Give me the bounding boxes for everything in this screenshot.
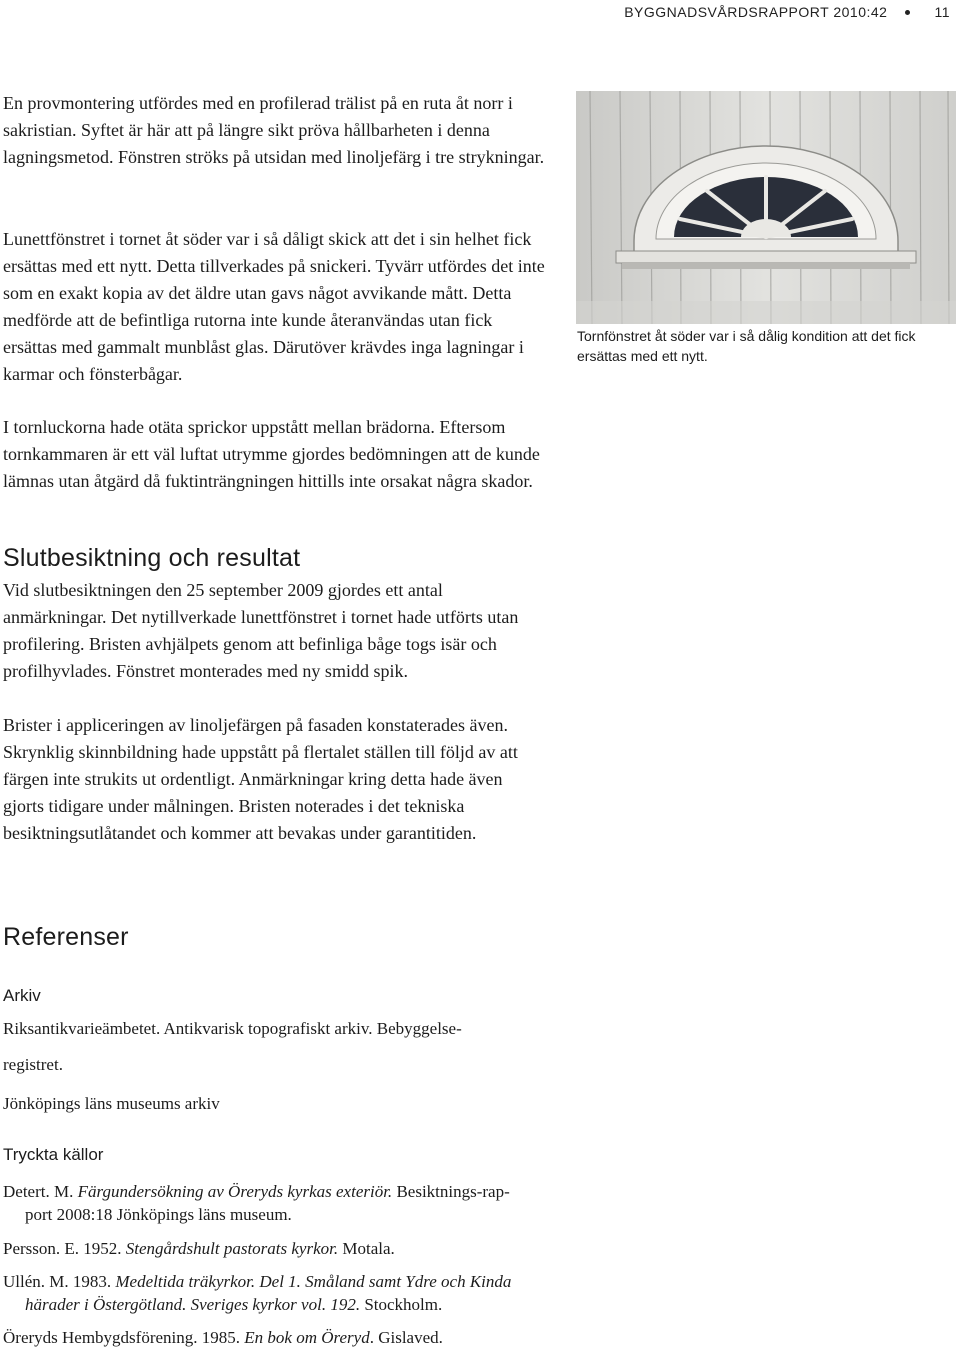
paragraph-provmontering: En provmontering utfördes med en profilerad trälist på en ruta åt norr i sakristian. Syftet är här att på längre sikt pröva hållbarheten i denna lagningsmetod. Fönstren ströks på utsidan med linoljefärg i tre strykningar. (3, 93, 545, 167)
page-number: 11 (934, 4, 950, 20)
reference-rest: Stockholm. (360, 1295, 443, 1314)
heading-referenser: Referenser (3, 923, 129, 951)
reference-rest: port 2008:18 Jönköpings läns museum. (25, 1205, 292, 1224)
reference-detert (3, 1180, 548, 1226)
running-header (624, 2, 950, 22)
reference-riksantikvarieambetet (3, 1017, 548, 1040)
reference-title: Färgundersökning av Öreryds kyrkas exteriör. (77, 1182, 393, 1201)
heading-slutbesiktning: Slutbesiktning och resultat (3, 544, 301, 572)
paragraph-brister: Brister i appliceringen av linoljefärgen på fasaden konstaterades även. Skrynklig skinnbildning hade uppstått på flertalet ställen till följd av att färgen inte strukits ut ordentligt. Anmärkningar kring detta hade även gjorts tidigare under målningen. Bristen noterades i det tekniska besiktningsutlåtandet och kommer att bevakas under garantitiden. (3, 715, 518, 843)
paragraph-tornluckor: I tornluckorna hade otäta sprickor uppstått mellan brädorna. Eftersom tornkammaren är ett väl luftat utrymme gjordes bedömningen att de kunde lämnas utan åtgärd då fuktinträngningen hittills inte orsakat några skador. (3, 417, 540, 491)
heading-tryckta-kallor: Tryckta källor (3, 1145, 104, 1164)
paragraph-lunettfonster: Lunettfönstret i tornet åt söder var i så dåligt skick att det i sin helhet fick ersättas med ett nytt. Detta tillverkades på snickeri. Tyvärr utfördes det inte som en exakt kopia av det äldre utan gavs något avvikande mått. Detta medförde att de befintliga rutorna inte kunde återanvändas utan fick ersättas med gammalt munblåst glas. Därutöver krävdes inga lagningar i karmar och fönsterbågar. (3, 229, 545, 384)
reference-rest: Motala. (338, 1239, 395, 1258)
reference-author: Persson. E. 1952. (3, 1239, 126, 1258)
window-illustration (576, 91, 956, 324)
reference-title: En bok om Öreryd (244, 1328, 370, 1347)
bullet-separator (905, 10, 910, 15)
reference-persson (3, 1237, 548, 1260)
reference-title: härader i Östergötland. Sveriges kyrkor vol. 192. (25, 1295, 361, 1314)
reference-author: Öreryds Hembygdsförening. 1985. (3, 1328, 245, 1347)
reference-oreryd (3, 1326, 548, 1349)
reference-riksantikvarieambetet-cont (3, 1053, 548, 1076)
reference-rest: . Gislaved. (369, 1328, 443, 1347)
reference-rest: Besiktnings-rap- (392, 1182, 510, 1201)
paragraph-slutbesiktning: Vid slutbesiktningen den 25 september 2009 gjordes ett antal anmärkningar. Det nytillverkade lunettfönstret i tornet hade utförts utan profilering. Bristen avhjälpets genom att befinliga båge togs isär och profilhyvlades. Fönstret monterades med ny smidd spik. (3, 580, 519, 681)
heading-arkiv: Arkiv (3, 986, 41, 1005)
reference-text: registret. (3, 1055, 63, 1074)
reference-title: Stengårdshult pastorats kyrkor. (125, 1239, 339, 1258)
reference-author: Ullén. M. 1983. (3, 1272, 116, 1291)
reference-jonkoping-arkiv (3, 1092, 548, 1115)
reference-ullen (3, 1270, 548, 1316)
reference-text: Riksantikvarieämbetet. Antikvarisk topografiskt arkiv. Bebyggelse- (3, 1019, 462, 1038)
lunette-window-photo (576, 91, 956, 324)
reference-title: Medeltida träkyrkor. Del 1. Småland samt Ydre och Kinda (115, 1272, 512, 1291)
photo-caption: Tornfönstret åt söder var i så dålig kondition att det fick ersättas med ett nytt. (577, 328, 916, 364)
reference-author: Detert. M. (3, 1182, 78, 1201)
reference-text: Jönköpings läns museums arkiv (3, 1094, 220, 1113)
running-title: BYGGNADSVÅRDSRAPPORT 2010:42 (624, 4, 888, 20)
